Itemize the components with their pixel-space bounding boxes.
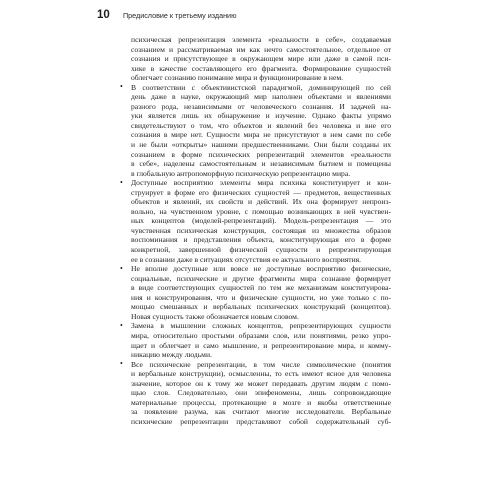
text-line: в виде соответствующих сущностей по тем же механизмам конституирова- (131, 283, 391, 293)
bullet-item (118, 264, 391, 321)
text-line: и вербальные конструкции), осмысленны, то есть имеют ясное для человека (131, 369, 391, 379)
text-line: день даже в науке, окружающий мир наполнен объектами и явлениями (131, 92, 391, 102)
text-line: сознанием в форме психических репрезентаций элементов «реальности (131, 149, 391, 159)
bullet-item (118, 178, 391, 264)
page-number: 10 (97, 9, 110, 21)
text-line: сознанием и рассматриваемая им как нечто самостоятельное, отдельное от (131, 44, 391, 54)
text-line: Не вполне доступные или вовсе не доступные восприятию физические, (131, 264, 391, 274)
text-line: за появление разума, как считают многие исследователи. Вербальные (131, 407, 391, 417)
text-line: ных концептов (моделей-репрезентаций). Модель-репрезентация — это (131, 216, 391, 226)
text-line: свидетельствуют о том, что объектов и явлений без человека и вне его (131, 120, 391, 130)
text-line: струирует в форме его физических сущностей — предметов, вещественных (131, 187, 391, 197)
text-line: щью слов. Следовательно, они эпифеномены, лишь сопровождающие (131, 388, 391, 398)
text-line: никацию между людьми. (131, 350, 212, 360)
text-line: Доступные восприятию элементы мира психика конституирует и кон- (131, 178, 391, 188)
text-line: в себе», наделены самостоятельным и независимым бытием и помещены (131, 159, 391, 169)
text-line: в глобальную антропоморфную психическую репрезентацию мира. (131, 168, 351, 178)
text-line: ния и конструирования, что и физические сущности, но уже только с по- (131, 292, 391, 302)
bullet-item (118, 360, 391, 427)
text-line: значение, которое он к тому же может передавать другим людям с помо- (131, 378, 391, 388)
text-line: сознания и присутствующее в окружающем мире или даже в самой пси- (131, 54, 391, 64)
text-line: уки является лишь их обнаружение и изучение. Однако факты упрямо (131, 111, 391, 121)
text-line: хике в качестве составляющего его фрагмента. Формирование сущностей (131, 63, 391, 73)
text-line: психическая репрезентация элемента «реальности в себе», создаваемая (131, 35, 391, 44)
text-line: психические репрезентации представляют собой содержательный суб- (131, 416, 391, 426)
bullet-icon: • (120, 263, 123, 273)
intro-paragraph (118, 35, 391, 83)
bullet-icon: • (120, 359, 123, 369)
text-line: облегчает сознанию понимание мира и функционирование в нем. (131, 73, 344, 83)
bullet-icon: • (120, 82, 123, 92)
text-line: объектов и явлений, их свойств и действий. Их она формирует непроиз- (131, 197, 391, 207)
text-line: и не были «открыты» нашими предшественниками. Они были созданы их (131, 140, 391, 150)
running-title: Предисловие к третьему изданию (123, 11, 237, 20)
text-line: Замена в мышлении сложных концептов, репрезентирующих сущности (131, 321, 391, 331)
text-line: ее в сознании даже в ситуациях отсутствия ее актуального восприятия. (131, 254, 362, 264)
text-line: материальные процессы, протекающие в мозге и якобы ответственные (131, 397, 391, 407)
text-line: чувственная психическая конструкция, состоящая из множества образов (131, 225, 391, 235)
text-line: вольно, на чувственном уровне, с помощью возникающих в ней чувствен- (131, 206, 391, 216)
bullet-icon: • (120, 320, 123, 330)
text-line: сознания в мире нет. Сущности мира не присутствуют в нем сами по себе (131, 130, 391, 140)
text-line: мощью смешанных и вербальных психических конструкций (концептов). (131, 302, 391, 312)
text-line: Все психические репрезентации, в том числе символические (понятия (131, 359, 391, 369)
text-line: щает и облегчает и само мышление, и репрезентирование мира, и комму- (131, 340, 391, 350)
text-line: воспоминания и представления объекта, конституирующая его в форме (131, 235, 391, 245)
page-header (97, 9, 236, 23)
bullet-item (118, 83, 391, 178)
text-line: разного рода, независимыми от человеческого сознания. И задачей на- (131, 101, 391, 111)
text-line: Новая сущность также обозначается новым словом. (131, 311, 299, 321)
page-body (118, 35, 391, 426)
text-line: мира, относительно простыми образами слов, или понятиями, резко упро- (131, 330, 391, 340)
text-line: В соответствии с объективистской парадигмой, доминирующей по сей (131, 82, 391, 92)
bullet-item (118, 321, 391, 359)
text-line: социальные, психические и другие фрагменты мира сознание формирует (131, 273, 391, 283)
bullet-icon: • (120, 177, 123, 187)
text-line: конкретной, завершенной физической сущности и репрезентирующая (131, 245, 391, 255)
